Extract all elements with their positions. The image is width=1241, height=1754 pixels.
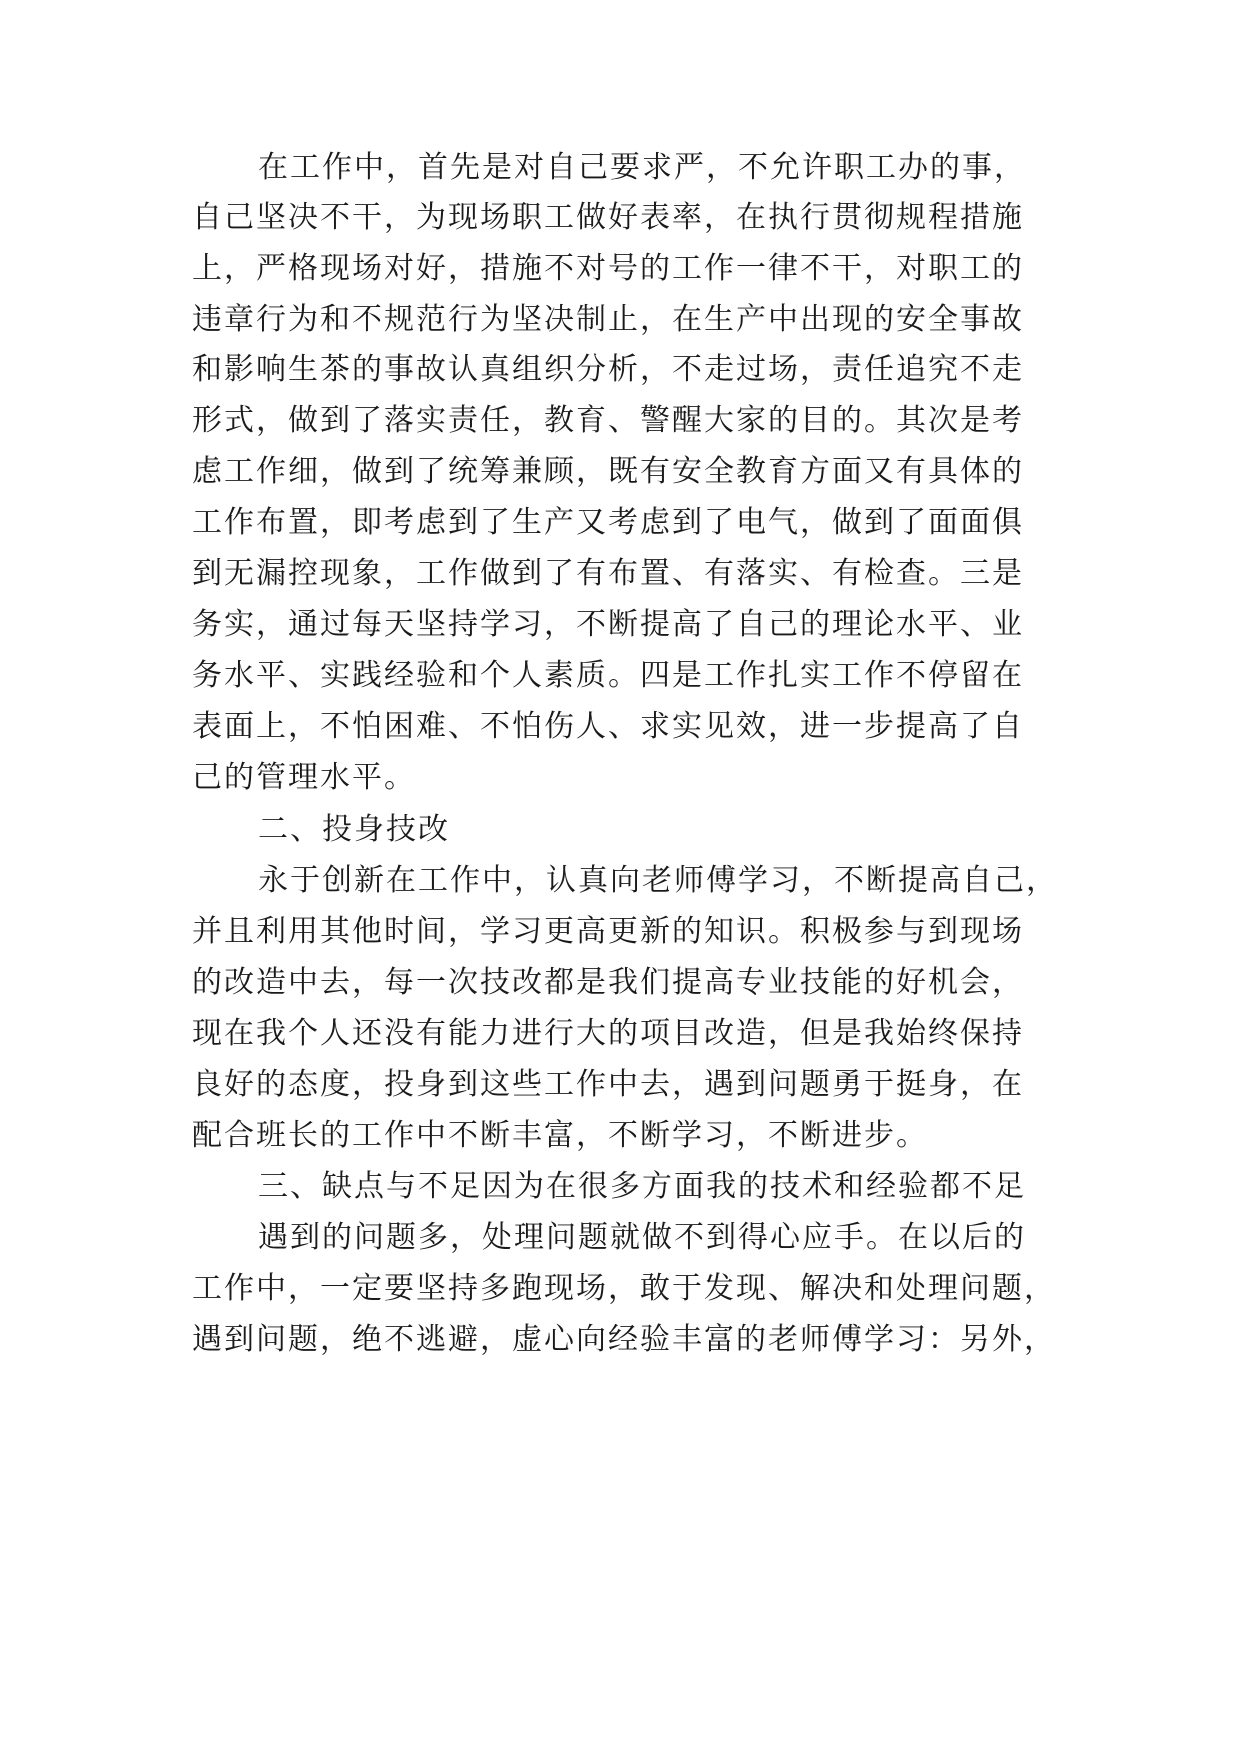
text-line: 务水平、实践经验和个人素质。四是工作扎实工作不停留在 [192, 658, 1024, 693]
text-line: 工作布置，即考虑到了生产又考虑到了电气，做到了面面俱 [192, 505, 1024, 540]
text-line: 虑工作细，做到了统筹兼顾，既有安全教育方面又有具体的 [192, 454, 1024, 489]
text-line: 己的管理水平。 [192, 760, 416, 795]
section-heading: 二、投身技改 [258, 812, 450, 847]
text-line: 和影响生茶的事故认真组织分析，不走过场，责任追究不走 [192, 352, 1024, 387]
text-line: 自己坚决不干，为现场职工做好表率，在执行贯彻规程措施 [192, 200, 1024, 235]
text-line: 表面上，不怕困难、不怕伤人、求实见效，进一步提高了自 [192, 709, 1024, 744]
text-line: 遇到的问题多，处理问题就做不到得心应手。在以后的 [258, 1220, 1026, 1255]
text-line: 现在我个人还没有能力进行大的项目改造，但是我始终保持 [192, 1016, 1024, 1051]
text-line: 配合班长的工作中不断丰富，不断学习，不断进步。 [192, 1118, 928, 1153]
text-line: 良好的态度，投身到这些工作中去，遇到问题勇于挺身，在 [192, 1067, 1024, 1102]
text-line: 形式，做到了落实责任，教育、警醒大家的目的。其次是考 [192, 403, 1024, 438]
text-line: 务实，通过每天坚持学习，不断提高了自己的理论水平、业 [192, 607, 1024, 642]
text-line: 在工作中，首先是对自己要求严，不允许职工办的事， [258, 150, 1026, 185]
text-line: 并且利用其他时间，学习更高更新的知识。积极参与到现场 [192, 914, 1024, 949]
section-heading: 三、缺点与不足因为在很多方面我的技术和经验都不足 [258, 1169, 1026, 1204]
text-line: 永于创新在工作中，认真向老师傅学习，不断提高自己， [258, 863, 1058, 898]
text-line: 到无漏控现象，工作做到了有布置、有落实、有检查。三是 [192, 556, 1024, 591]
text-line: 工作中，一定要坚持多跑现场，敢于发现、解决和处理问题， [192, 1271, 1056, 1306]
text-line: 上，严格现场对好，措施不对号的工作一律不干，对职工的 [192, 251, 1024, 286]
text-line: 遇到问题，绝不逃避，虚心向经验丰富的老师傅学习：另外， [192, 1322, 1056, 1357]
text-line: 的改造中去，每一次技改都是我们提高专业技能的好机会， [192, 965, 1024, 1000]
text-line: 违章行为和不规范行为坚决制止，在生产中出现的安全事故 [192, 302, 1024, 337]
